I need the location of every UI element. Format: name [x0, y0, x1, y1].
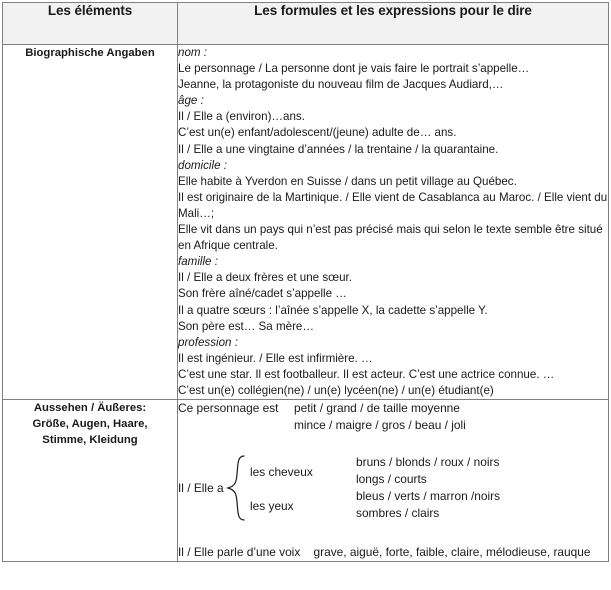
section-title-profession: profession : — [178, 335, 238, 349]
appearance-features-lead: Il / Elle a — [178, 480, 224, 495]
table-body — [3, 45, 609, 562]
feature-value-hair: bruns / blonds / roux / noirs — [356, 455, 500, 470]
feature-label-hair: les cheveux — [250, 464, 313, 479]
appearance-general-options — [294, 400, 466, 434]
feature-value-eyes: bleus / verts / marron /noirs — [356, 489, 501, 504]
voice-values: grave, aiguë, forte, faible, claire, mélodieuse, rauque — [313, 545, 591, 560]
row-label-line: Stimme, Kleidung — [42, 434, 138, 447]
appearance-option: mince / maigre / gros / beau / joli — [294, 418, 466, 433]
section-title-age: âge : — [178, 94, 204, 108]
section-line: Son frère aîné/cadet s’appelle … — [178, 287, 347, 301]
section-line: C’est un(e) collégien(ne) / un(e) lycéen(ne) / un(e) étudiant(e) — [178, 383, 494, 397]
section-line: Il est ingénieur. / Elle est infirmière. … — [178, 351, 373, 365]
row-content-biographical — [178, 45, 609, 400]
row-label-line: Größe, Augen, Haare, — [32, 418, 148, 431]
feature-label-eyes: les yeux — [250, 498, 294, 513]
section-line: C’est une star. Il est footballeur. Il est acteur. C’est une actrice connue. … — [178, 367, 555, 381]
row-label-biographische-angaben — [3, 45, 178, 400]
column-header-elements: Les éléments — [3, 3, 178, 45]
section-title-domicile: domicile : — [178, 158, 227, 172]
section-line: Il a quatre sœurs : l’aînée s’appelle X, la cadette s’appelle Y. — [178, 303, 488, 317]
table-row — [3, 400, 609, 562]
section-line: C’est un(e) enfant/adolescent/(jeune) adulte de… ans. — [178, 126, 457, 140]
feature-value-hair: longs / courts — [356, 472, 427, 487]
row-content-appearance — [178, 400, 609, 562]
section-line: Le personnage / La personne dont je vais faire le portrait s’appelle… — [178, 62, 530, 76]
section-line: Jeanne, la protagoniste du nouveau film de Jacques Audiard,… — [178, 78, 504, 92]
section-line: Il / Elle a deux frères et une sœur. — [178, 271, 352, 285]
feature-value-eyes: sombres / clairs — [356, 506, 440, 521]
section-line: Il / Elle a une vingtaine d’années / la trentaine / la quarantaine. — [178, 142, 499, 156]
appearance-features-block — [178, 454, 608, 522]
column-header-formulas: Les formules et les expressions pour le dire — [178, 3, 609, 45]
appearance-option: petit / grand / de taille moyenne — [294, 401, 460, 416]
row-label-line: Aussehen / Äußeres: — [33, 402, 147, 415]
table-row — [3, 45, 609, 400]
appearance-feature-values — [356, 454, 500, 522]
appearance-feature-labels — [250, 462, 356, 515]
section-line: Elle vit dans un pays qui n’est pas précisé mais qui selon le texte semble être situé en Afrique centrale. — [178, 223, 603, 253]
portrait-vocabulary-table — [2, 2, 609, 562]
appearance-voice-block — [178, 544, 608, 561]
row-label-aussehen — [3, 400, 178, 562]
section-line: Elle habite à Yverdon en Suisse / dans un petit village au Québec. — [178, 174, 517, 188]
curly-brace-icon — [224, 454, 250, 522]
section-line: Il est originaire de la Martinique. / Elle vient de Casablanca au Maroc. / Elle vient du Mali…; — [178, 190, 608, 220]
section-line: Son père est… Sa mère… — [178, 319, 314, 333]
appearance-general-lead: Ce personnage est — [178, 401, 279, 416]
section-line: Il / Elle a (environ)…ans. — [178, 110, 305, 124]
section-title-nom: nom : — [178, 46, 207, 59]
row-label-line: Biographische Angaben — [25, 47, 155, 59]
voice-lead: Il / Elle parle d’une voix — [178, 545, 301, 560]
section-title-famille: famille : — [178, 255, 218, 269]
appearance-general-block — [178, 400, 608, 434]
table-header — [3, 3, 609, 45]
table-header-row — [3, 3, 609, 45]
